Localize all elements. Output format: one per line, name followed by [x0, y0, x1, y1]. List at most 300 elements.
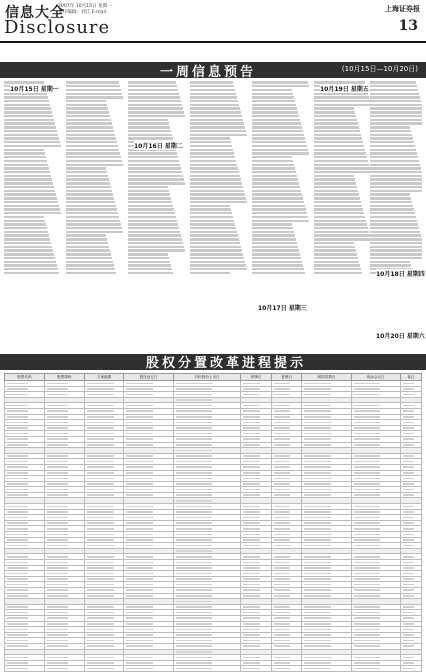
- text-line: [128, 186, 168, 188]
- text-line: [128, 216, 176, 218]
- day-heading: 10月15日 星期一: [10, 86, 59, 93]
- text-line: [252, 141, 306, 143]
- text-line: [128, 130, 171, 132]
- text-line: [66, 119, 111, 121]
- text-line: [314, 171, 371, 173]
- text-line: [314, 242, 354, 244]
- table-cell: [44, 666, 84, 672]
- text-line: [4, 100, 49, 102]
- text-line: [128, 93, 179, 95]
- text-line: [370, 257, 422, 259]
- table-cell: [351, 666, 400, 672]
- text-line: [128, 253, 168, 255]
- col-header: 网络投票日: [302, 374, 351, 381]
- text-line: [314, 212, 364, 214]
- table-cell: [302, 666, 351, 672]
- text-line: [314, 149, 365, 151]
- text-line: [370, 193, 410, 195]
- text-line: [190, 212, 232, 214]
- text-line: [128, 268, 172, 270]
- text-line: [252, 186, 300, 188]
- text-line: [128, 242, 183, 244]
- text-line: [190, 253, 243, 255]
- text-line: [4, 122, 55, 124]
- text-line: [314, 104, 371, 106]
- text-line: [66, 115, 110, 117]
- text-line: [252, 152, 309, 154]
- text-line: [190, 182, 242, 184]
- text-line: [4, 216, 44, 218]
- text-line: [252, 137, 305, 139]
- text-line: [4, 130, 57, 132]
- text-line: [4, 238, 50, 240]
- text-line: [128, 104, 182, 106]
- text-line: [314, 193, 359, 195]
- text-line: [128, 190, 169, 192]
- text-line: [252, 156, 292, 158]
- text-line: [190, 156, 235, 158]
- text-line: [128, 115, 185, 117]
- text-line: [190, 197, 246, 199]
- day-heading: 10月20日 星期六: [376, 333, 425, 340]
- text-line: [66, 122, 112, 124]
- text-line: [190, 134, 247, 136]
- text-line: [4, 249, 53, 251]
- text-line: [66, 268, 115, 270]
- text-line: [370, 160, 419, 162]
- text-line: [66, 186, 111, 188]
- text-line: [66, 145, 118, 147]
- text-line: [370, 122, 422, 124]
- text-line: [252, 234, 295, 236]
- text-line: [252, 96, 294, 98]
- text-column: [66, 80, 124, 350]
- text-line: [66, 234, 106, 236]
- text-line: [370, 89, 418, 91]
- text-line: [66, 171, 107, 173]
- text-line: [370, 167, 421, 169]
- text-line: [314, 160, 368, 162]
- text-line: [4, 115, 53, 117]
- text-line: [314, 231, 369, 233]
- text-line: [252, 104, 296, 106]
- text-line: [252, 223, 292, 225]
- text-line: [4, 164, 48, 166]
- text-line: [190, 208, 231, 210]
- text-line: [66, 264, 114, 266]
- text-line: [370, 182, 422, 184]
- text-line: [370, 175, 422, 177]
- text-line: [66, 164, 123, 166]
- text-line: [4, 272, 59, 274]
- text-line: [252, 149, 308, 151]
- text-line: [252, 227, 293, 229]
- text-line: [370, 190, 422, 192]
- day-heading: 10月17日 星期三: [258, 305, 307, 312]
- text-line: [66, 130, 114, 132]
- text-line: [4, 104, 50, 106]
- text-line: [4, 257, 55, 259]
- text-line: [4, 141, 60, 143]
- text-line: [66, 223, 121, 225]
- reform-title: 股权分置改革进程提示: [146, 356, 307, 371]
- text-line: [190, 227, 236, 229]
- text-line: [190, 149, 233, 151]
- text-line: [4, 223, 46, 225]
- text-line: [128, 137, 173, 139]
- text-line: [128, 197, 171, 199]
- text-line: [370, 119, 422, 121]
- issue-meta: 2007年 10月15日 星期一 责任编辑：刘江 E-mail：: [58, 4, 112, 15]
- text-line: [314, 253, 357, 255]
- text-line: [370, 126, 410, 128]
- text-line: [66, 152, 120, 154]
- text-line: [190, 234, 238, 236]
- text-line: [190, 246, 241, 248]
- text-line: [4, 160, 47, 162]
- text-line: [190, 152, 234, 154]
- text-line: [252, 268, 304, 270]
- text-line: [66, 216, 119, 218]
- text-line: [128, 175, 183, 177]
- text-line: [370, 264, 411, 266]
- text-line: [252, 220, 309, 222]
- text-line: [190, 193, 245, 195]
- text-line: [4, 231, 48, 233]
- text-line: [190, 261, 245, 263]
- text-line: [66, 104, 107, 106]
- text-line: [190, 145, 232, 147]
- text-line: [66, 96, 123, 98]
- text-line: [4, 227, 47, 229]
- text-line: [4, 264, 57, 266]
- text-line: [252, 134, 304, 136]
- day-heading: 10月16日 星期二: [134, 143, 183, 150]
- text-line: [128, 201, 172, 203]
- text-line: [128, 134, 172, 136]
- text-line: [128, 164, 180, 166]
- text-line: [252, 119, 300, 121]
- text-line: [314, 141, 363, 143]
- text-line: [190, 93, 236, 95]
- text-line: [4, 145, 61, 147]
- text-line: [314, 190, 358, 192]
- text-line: [128, 122, 169, 124]
- text-line: [128, 238, 182, 240]
- text-line: [190, 126, 245, 128]
- table-row: [5, 666, 422, 672]
- text-line: [370, 201, 412, 203]
- text-line: [252, 201, 304, 203]
- text-line: [66, 257, 112, 259]
- text-line: [4, 190, 55, 192]
- text-line: [314, 261, 359, 263]
- text-line: [190, 223, 235, 225]
- text-line: [128, 171, 182, 173]
- text-line: [66, 182, 110, 184]
- col-header: 停牌日: [241, 374, 272, 381]
- text-line: [314, 246, 355, 248]
- table-cell: [124, 666, 173, 672]
- text-line: [4, 152, 45, 154]
- text-line: [66, 175, 108, 177]
- text-line: [190, 272, 230, 274]
- text-line: [190, 167, 238, 169]
- text-line: [190, 122, 244, 124]
- text-line: [66, 238, 107, 240]
- text-line: [370, 164, 420, 166]
- text-line: [370, 111, 422, 113]
- text-line: [314, 249, 356, 251]
- text-line: [128, 126, 170, 128]
- text-line: [66, 193, 113, 195]
- text-line: [66, 197, 114, 199]
- text-line: [190, 141, 231, 143]
- text-line: [314, 122, 358, 124]
- text-line: [252, 171, 296, 173]
- table-cell: [271, 666, 302, 672]
- table-cell: [400, 666, 421, 672]
- text-line: [252, 242, 297, 244]
- text-line: [66, 178, 109, 180]
- header-rule: [0, 41, 426, 43]
- text-line: [314, 152, 366, 154]
- text-line: [252, 193, 302, 195]
- text-line: [190, 111, 241, 113]
- text-line: [252, 182, 299, 184]
- text-line: [252, 111, 298, 113]
- text-line: [314, 216, 365, 218]
- text-line: [4, 220, 45, 222]
- text-line: [66, 205, 116, 207]
- text-line: [252, 231, 294, 233]
- text-line: [4, 186, 54, 188]
- reform-table-header: [5, 374, 422, 381]
- text-line: [66, 107, 108, 109]
- text-line: [252, 178, 298, 180]
- text-line: [190, 268, 247, 270]
- text-line: [4, 205, 59, 207]
- text-line: [190, 242, 240, 244]
- text-line: [128, 156, 178, 158]
- text-column: [370, 80, 422, 350]
- section-title: Disclosure: [4, 17, 111, 38]
- text-line: [252, 272, 305, 274]
- text-line: [252, 100, 295, 102]
- text-line: [314, 100, 370, 102]
- text-line: [66, 253, 111, 255]
- text-line: [128, 178, 184, 180]
- text-line: [370, 238, 422, 240]
- text-line: [4, 268, 58, 270]
- text-line: [4, 193, 56, 195]
- text-line: [190, 220, 234, 222]
- text-line: [252, 107, 297, 109]
- text-line: [190, 249, 242, 251]
- text-column: [314, 80, 372, 350]
- text-line: [190, 175, 240, 177]
- page-number: 13: [398, 18, 418, 34]
- text-line: [314, 145, 364, 147]
- text-line: [66, 134, 115, 136]
- text-line: [370, 231, 420, 233]
- text-line: [314, 208, 363, 210]
- text-line: [314, 227, 368, 229]
- text-line: [66, 227, 122, 229]
- text-line: [190, 238, 239, 240]
- text-line: [370, 93, 419, 95]
- text-line: [190, 104, 239, 106]
- text-line: [190, 89, 235, 91]
- text-line: [314, 197, 360, 199]
- text-line: [128, 182, 185, 184]
- text-line: [190, 264, 246, 266]
- text-line: [370, 227, 419, 229]
- text-line: [314, 234, 370, 236]
- text-line: [252, 208, 306, 210]
- text-line: [128, 234, 181, 236]
- text-line: [190, 205, 230, 207]
- text-line: [128, 220, 177, 222]
- text-line: [128, 152, 177, 154]
- text-line: [128, 261, 170, 263]
- text-line: [128, 272, 173, 274]
- text-line: [314, 96, 369, 98]
- text-line: [370, 242, 422, 244]
- table-cell: [173, 666, 241, 672]
- text-line: [370, 156, 418, 158]
- text-line: [252, 126, 302, 128]
- text-line: [128, 111, 184, 113]
- text-line: [314, 205, 362, 207]
- text-line: [252, 115, 299, 117]
- text-line: [370, 85, 417, 87]
- text-column: [128, 80, 186, 350]
- text-line: [252, 264, 303, 266]
- text-line: [190, 119, 243, 121]
- text-line: [252, 167, 295, 169]
- text-line: [370, 152, 417, 154]
- text-line: [190, 216, 233, 218]
- text-line: [370, 81, 416, 83]
- text-line: [370, 149, 416, 151]
- text-line: [4, 134, 58, 136]
- text-line: [252, 93, 293, 95]
- text-line: [370, 104, 422, 106]
- text-line: [128, 160, 179, 162]
- col-header: 方案摘要: [84, 374, 124, 381]
- text-line: [252, 238, 296, 240]
- paper-name: 上海证券报: [385, 4, 420, 13]
- text-line: [190, 171, 239, 173]
- text-line: [314, 130, 360, 132]
- text-line: [314, 268, 361, 270]
- day-heading: 10月18日 星期四: [376, 271, 425, 278]
- text-line: [66, 126, 113, 128]
- col-header: 备注: [400, 374, 421, 381]
- text-line: [4, 111, 52, 113]
- text-line: [128, 223, 178, 225]
- col-header: 复牌日: [271, 374, 302, 381]
- text-line: [370, 220, 417, 222]
- text-line: [370, 96, 420, 98]
- text-line: [252, 261, 302, 263]
- text-line: [4, 156, 46, 158]
- text-line: [66, 220, 120, 222]
- text-line: [252, 164, 294, 166]
- text-line: [252, 257, 301, 259]
- text-line: [314, 272, 362, 274]
- text-line: [314, 220, 366, 222]
- text-line: [370, 208, 414, 210]
- text-line: [314, 111, 355, 113]
- text-line: [128, 231, 180, 233]
- text-line: [314, 257, 358, 259]
- col-header: 股票简称: [44, 374, 84, 381]
- text-line: [128, 89, 178, 91]
- text-line: [314, 178, 355, 180]
- text-line: [66, 85, 120, 87]
- text-line: [190, 190, 244, 192]
- table-cell: [5, 666, 45, 672]
- col-header: 对价股份上市日: [173, 374, 241, 381]
- text-line: [4, 149, 44, 151]
- text-line: [252, 216, 308, 218]
- newspaper-logo: 信息大全: [5, 5, 65, 21]
- text-line: [66, 246, 109, 248]
- text-line: [370, 205, 413, 207]
- text-line: [128, 119, 168, 121]
- text-line: [66, 261, 113, 263]
- text-line: [66, 272, 116, 274]
- text-line: [314, 137, 362, 139]
- text-line: [370, 216, 416, 218]
- text-line: [4, 107, 51, 109]
- text-line: [128, 193, 170, 195]
- text-line: [128, 212, 175, 214]
- text-line: [4, 201, 58, 203]
- text-line: [370, 246, 422, 248]
- text-line: [190, 160, 236, 162]
- text-line: [128, 81, 176, 83]
- text-line: [66, 81, 119, 83]
- text-line: [128, 205, 173, 207]
- text-line: [314, 223, 367, 225]
- text-line: [128, 100, 181, 102]
- text-line: [370, 130, 411, 132]
- text-line: [4, 137, 59, 139]
- text-line: [190, 100, 238, 102]
- text-line: [128, 249, 185, 251]
- text-line: [4, 126, 56, 128]
- text-line: [66, 201, 115, 203]
- text-line: [190, 186, 243, 188]
- text-line: [190, 201, 247, 203]
- text-line: [66, 100, 106, 102]
- text-line: [314, 107, 354, 109]
- text-line: [314, 238, 371, 240]
- text-line: [190, 96, 237, 98]
- text-line: [314, 175, 354, 177]
- day-heading: 10月19日 星期五: [320, 86, 369, 93]
- text-column: [4, 80, 62, 350]
- text-line: [252, 212, 307, 214]
- text-line: [128, 264, 171, 266]
- text-line: [370, 249, 422, 251]
- text-line: [66, 89, 121, 91]
- text-line: [252, 160, 293, 162]
- text-line: [252, 122, 301, 124]
